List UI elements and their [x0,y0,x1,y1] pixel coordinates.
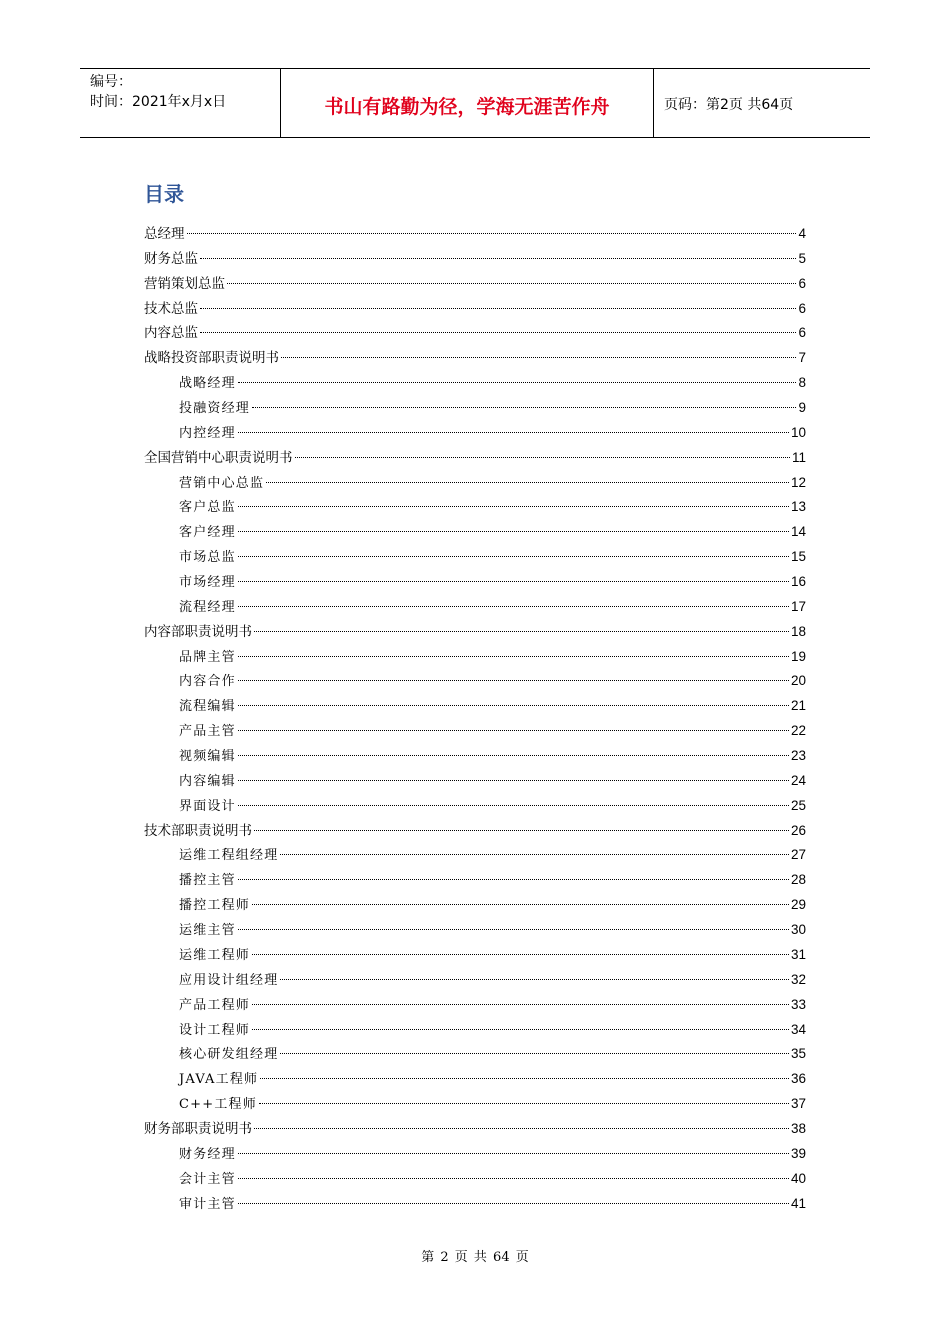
toc-entry-page: 19 [790,648,806,664]
toc-entry-page: 14 [790,524,806,540]
toc-leader-dots [238,506,789,507]
toc-entry-title: 运维主管 [179,923,236,939]
toc-entry-title: JAVA工程师 [179,1072,259,1088]
toc-leader-dots [200,258,796,259]
time-label: 时间：2021年x月x日 [90,94,227,110]
toc-entry[interactable] [144,222,806,247]
toc-entry[interactable] [144,396,806,421]
toc-leader-dots [238,606,789,607]
toc-entry-title: 投融资经理 [179,401,251,417]
toc-leader-dots [252,1029,789,1030]
toc-leader-dots [238,1178,789,1179]
toc-entry-page: 4 [798,226,806,241]
toc-leader-dots [295,457,790,458]
toc-title: 目录 [144,182,184,206]
toc-entry[interactable] [144,943,806,968]
page-footer: 第 2 页 共 64 页 [421,1250,529,1265]
toc-leader-dots [280,979,789,980]
toc-entry[interactable] [144,620,806,645]
toc-entry-title: 内控经理 [179,425,236,441]
toc-entry[interactable] [144,346,806,371]
toc-entry[interactable] [144,520,806,545]
toc-entry-title: 客户经理 [179,525,236,541]
toc-entry-title: 运维工程师 [179,947,251,963]
toc-entry-title: 全国营销中心职责说明书 [144,449,293,466]
toc-entry-title: 视频编辑 [179,749,236,765]
toc-entry[interactable] [144,918,806,943]
toc-entry[interactable] [144,1018,806,1043]
toc-leader-dots [254,631,789,632]
toc-leader-dots [238,929,789,930]
toc-entry-page: 41 [790,1195,806,1211]
toc-leader-dots [238,581,789,582]
toc-entry-page: 11 [791,449,806,465]
toc-entry-title: 运维工程组经理 [179,848,279,864]
toc-entry[interactable] [144,719,806,744]
toc-leader-dots [200,332,796,333]
toc-entry[interactable] [144,446,806,471]
toc-entry[interactable] [144,1042,806,1067]
toc-entry-page: 18 [790,623,806,639]
toc-entry-title: 播控主管 [179,873,236,889]
toc-entry-page: 16 [790,574,806,590]
toc-entry-title: 流程经理 [179,599,236,615]
toc-entry-title: 技术部职责说明书 [144,822,252,839]
toc-leader-dots [252,407,796,408]
toc-entry[interactable] [144,321,806,346]
toc-entry-page: 28 [790,872,806,888]
toc-entry[interactable] [144,669,806,694]
toc-entry-title: 内容部职责说明书 [144,623,252,640]
toc-leader-dots [238,1153,789,1154]
toc-entry-title: 战略经理 [179,376,236,392]
toc-entry-title: 客户总监 [179,500,236,516]
toc-entry-title: 设计工程师 [179,1022,251,1038]
toc-entry-page: 36 [790,1071,806,1087]
toc-entry-page: 10 [790,424,806,440]
toc-entry[interactable] [144,645,806,670]
toc-leader-dots [280,854,789,855]
toc-leader-dots [238,805,789,806]
toc-entry-title: 流程编辑 [179,699,236,715]
toc-entry[interactable] [144,794,806,819]
toc-entry[interactable] [144,1092,806,1117]
toc-entry-page: 38 [790,1120,806,1136]
toc-entry-title: 审计主管 [179,1196,236,1212]
toc-leader-dots [238,656,789,657]
table-of-contents [144,222,806,1216]
toc-entry-page: 22 [790,723,806,739]
toc-entry-title: 核心研发组经理 [179,1047,279,1063]
toc-entry-page: 12 [790,474,806,490]
toc-entry[interactable] [144,843,806,868]
toc-leader-dots [266,482,789,483]
toc-entry-title: 技术总监 [144,300,198,317]
toc-entry[interactable] [144,471,806,496]
toc-leader-dots [187,233,797,234]
toc-entry-title: 总经理 [144,226,185,242]
toc-entry[interactable] [144,595,806,620]
toc-leader-dots [254,830,789,831]
toc-entry[interactable] [144,1067,806,1092]
toc-entry-page: 24 [790,772,806,788]
toc-entry-title: 财务总监 [144,250,198,267]
header-meta [80,69,281,137]
toc-entry-title: 产品主管 [179,724,236,740]
toc-entry-page: 8 [798,375,806,391]
toc-entry-page: 39 [790,1145,806,1161]
toc-entry-page: 27 [790,847,806,863]
toc-entry-page: 21 [790,698,806,714]
toc-entry[interactable] [144,371,806,396]
toc-leader-dots [281,357,796,358]
toc-leader-dots [200,308,796,309]
toc-entry-page: 15 [790,549,806,565]
toc-entry-title: 会计主管 [179,1171,236,1187]
toc-entry-title: C++工程师 [179,1097,257,1113]
toc-entry[interactable] [144,272,806,297]
toc-entry-title: 播控工程师 [179,898,251,914]
header-page-info: 页码：第2页 共64页 [664,97,794,113]
toc-entry-title: 产品工程师 [179,997,251,1013]
toc-entry-page: 6 [798,325,806,341]
toc-entry[interactable] [144,247,806,272]
toc-leader-dots [227,283,796,284]
toc-leader-dots [238,730,789,731]
toc-leader-dots [252,1004,789,1005]
toc-leader-dots [252,954,789,955]
toc-entry-page: 25 [790,797,806,813]
toc-entry-title: 营销中心总监 [179,475,265,491]
toc-leader-dots [280,1053,789,1054]
toc-entry-page: 32 [790,971,806,987]
toc-entry[interactable] [144,570,806,595]
toc-entry-page: 5 [798,250,806,266]
toc-entry-page: 37 [790,1096,806,1112]
toc-entry-title: 应用设计组经理 [179,972,279,988]
toc-entry-title: 市场总监 [179,550,236,566]
toc-entry[interactable] [144,1142,806,1167]
toc-leader-dots [254,1128,789,1129]
toc-entry[interactable] [144,421,806,446]
toc-entry-page: 30 [790,922,806,938]
toc-entry-page: 6 [798,300,806,316]
toc-entry-page: 13 [790,499,806,515]
toc-entry[interactable] [144,893,806,918]
toc-entry[interactable] [144,694,806,719]
number-label: 编号： [90,74,132,90]
toc-leader-dots [238,879,789,880]
toc-entry[interactable] [144,769,806,794]
toc-leader-dots [238,382,797,383]
toc-entry-title: 市场经理 [179,575,236,591]
toc-entry-title: 品牌主管 [179,649,236,665]
toc-leader-dots [238,432,789,433]
toc-entry-page: 35 [790,1046,806,1062]
toc-entry-title: 战略投资部职责说明书 [144,350,279,367]
toc-entry[interactable] [144,968,806,993]
header-motto: 书山有路勤为径，学海无涯苦作舟 [281,69,654,137]
toc-entry-page: 26 [790,822,806,838]
toc-entry[interactable] [144,744,806,769]
toc-entry-title: 内容编辑 [179,773,236,789]
toc-entry[interactable] [144,1117,806,1142]
toc-entry-title: 内容合作 [179,674,236,690]
toc-leader-dots [238,531,789,532]
toc-leader-dots [252,904,789,905]
toc-entry-title: 财务经理 [179,1146,236,1162]
toc-entry[interactable] [144,297,806,322]
toc-entry-page: 7 [798,350,806,366]
toc-leader-dots [238,680,789,681]
toc-entry-page: 20 [790,673,806,689]
toc-leader-dots [259,1103,789,1104]
toc-entry[interactable] [144,868,806,893]
toc-entry-page: 17 [790,598,806,614]
toc-entry[interactable] [144,1167,806,1192]
toc-entry[interactable] [144,1192,806,1217]
toc-leader-dots [238,755,789,756]
toc-leader-dots [238,780,789,781]
toc-entry-page: 29 [790,897,806,913]
toc-entry-page: 33 [790,996,806,1012]
toc-leader-dots [238,556,789,557]
toc-entry-title: 财务部职责说明书 [144,1120,252,1137]
toc-entry[interactable] [144,545,806,570]
toc-entry[interactable] [144,819,806,844]
toc-leader-dots [238,705,789,706]
toc-entry-page: 6 [798,275,806,291]
toc-entry-page: 31 [790,946,806,962]
toc-entry[interactable] [144,993,806,1018]
toc-entry-page: 23 [790,748,806,764]
toc-leader-dots [260,1078,789,1079]
toc-entry[interactable] [144,495,806,520]
toc-entry-title: 营销策划总监 [144,275,225,292]
toc-leader-dots [238,1203,789,1204]
toc-entry-page: 9 [798,400,806,416]
toc-entry-title: 界面设计 [179,798,236,814]
toc-entry-page: 34 [790,1021,806,1037]
page-header [80,68,870,138]
toc-entry-title: 内容总监 [144,325,198,342]
toc-entry-page: 40 [790,1170,806,1186]
